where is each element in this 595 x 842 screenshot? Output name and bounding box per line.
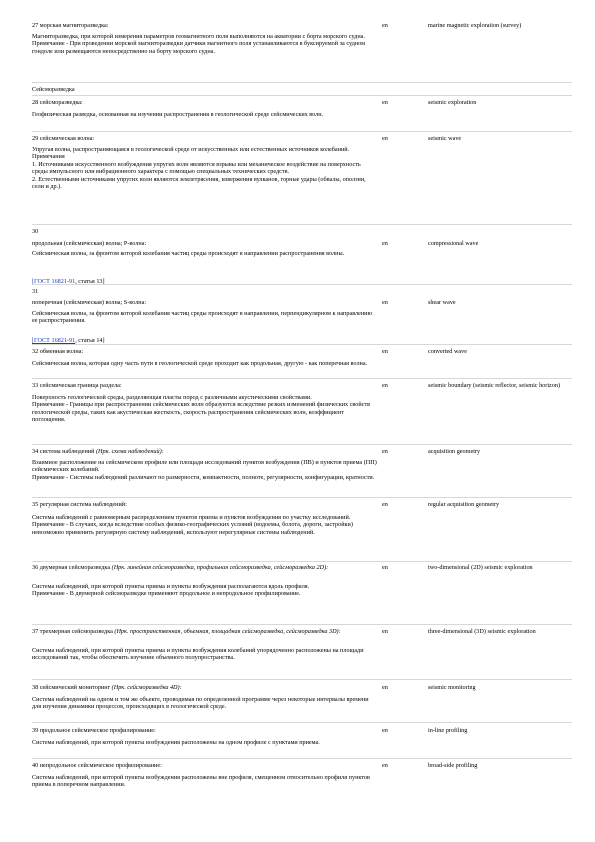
definition-note: Примечание - В случаях, когда вследствие особых физико-географических условий (водоемы, болота, дороги, застройки) невозможно применить регулярную систему наблюдений, используют нерегулярные системы наблюдений. (32, 521, 353, 536)
language-code: en (382, 299, 388, 306)
english-equivalent: acquisition geometry (428, 448, 481, 455)
language-code: en (382, 448, 388, 455)
term-heading: 35 регулярная система наблюдений: (32, 501, 127, 508)
row-divider (32, 284, 572, 285)
english-equivalent: three-dimensional (3D) seismic exploration (428, 628, 536, 635)
non-recommended-term: (Нрк. линейная сейсморазведка, профильная сейсморазведка, сейсморазведка 2D): (110, 564, 329, 571)
language-code: en (382, 382, 388, 389)
term-heading (32, 628, 372, 635)
row-divider (32, 82, 572, 83)
term-heading: 28 сейсморазведка: (32, 99, 83, 106)
row-divider (32, 497, 572, 498)
definition-text: Система наблюдений, при которой пункты приема и пункты возбуждения колебаний упорядоченно расположены на площади исследований так, чтобы обеспечить изучение объемного полупространства. (32, 647, 364, 662)
definition-note: Примечание - При проведении морской магниторазведки датчики магнитного поля устанавливаются в буксируемой за судном гондоле или размещаются непосредственно на борту морского судна. (32, 40, 366, 55)
row-divider (32, 378, 572, 379)
english-equivalent: broad-side profiling (428, 762, 478, 769)
english-equivalent: compressional wave (428, 240, 479, 247)
english-equivalent: seismic monitoring (428, 684, 476, 691)
term-number: 31 (32, 288, 39, 295)
definition-text: Система наблюдений, при которой пункты возбуждения расположены вне профиля, смещенном относительно профиля пунктов приема в поперечном направлении. (32, 774, 370, 789)
language-code: en (382, 240, 388, 247)
language-code: en (382, 501, 388, 508)
term-heading: поперечная (сейсмическая) волна; S-волна: (32, 299, 147, 306)
term-definition (32, 394, 377, 424)
row-divider (32, 444, 572, 445)
term-definition (32, 111, 377, 118)
term-definition (32, 33, 377, 55)
term-number: 30 (32, 228, 39, 235)
term-definition (32, 739, 377, 746)
definition-text: Геофизическая разведка, основанная на изучении распространения в геологической среде сейсмических волн. (32, 111, 324, 118)
language-code: en (382, 99, 388, 106)
definition-text: Сейсмическая волна, которая одну часть пути в геологической среде проходит как продольная, другую - как поперечная волна. (32, 360, 368, 367)
non-recommended-term: (Нрк. сейсморазведка 4D): (110, 684, 182, 691)
row-divider (32, 758, 572, 759)
definition-text: Система наблюдений с равномерным распределением пунктов приема и пунктов возбуждения по участку исследований. (32, 514, 351, 521)
row-divider (32, 722, 572, 723)
term-name: 38 сейсмический мониторинг (32, 684, 111, 691)
term-definition (32, 583, 377, 598)
term-heading (32, 564, 372, 571)
row-divider (32, 344, 572, 345)
language-code: en (382, 564, 388, 571)
english-equivalent: seismic exploration (428, 99, 477, 106)
row-divider (32, 561, 572, 562)
definition-text: Система наблюдений, при которой пункты приема и пункты возбуждения располагаются вдоль профиля. (32, 583, 310, 590)
term-definition (32, 146, 377, 190)
definition-note: Примечание - Системы наблюдений различают по размерности, компактности, полноте, регулярности, конфигурации, кратности. (32, 473, 375, 481)
definition-text: Сейсмическая волна, за фронтом которой колебания частиц среды происходят в направлении, перпендикулярном к направлению ее распространения. (32, 310, 373, 325)
definition-note-heading: Примечания (32, 153, 65, 161)
term-definition (32, 310, 377, 325)
term-heading: 40 непродольное сейсмическое профилирование: (32, 762, 162, 769)
term-name: 36 двумерная сейсморазведка (32, 564, 111, 571)
reference-article: , статья 13] (75, 278, 105, 285)
term-heading: 32 обменная волна: (32, 348, 84, 355)
definition-text: Система наблюдений, при которой пункты возбуждения расположены на одном профиле с пунктами приема. (32, 739, 320, 746)
definition-text: Поверхность геологической среды, разделяющая пласты пород с различными акустическими свойствами. (32, 394, 312, 401)
definition-text: Упругая волна, распространяющаяся в геологической среде от искусственных или естественных источников колебаний. (32, 146, 350, 153)
term-name: 37 трехмерная сейсморазведка (32, 628, 113, 635)
language-code: en (382, 762, 388, 769)
row-divider (32, 624, 572, 625)
language-code: en (382, 727, 388, 734)
definition-text: Взаимное расположение на сейсмическом профиле или площади исследований пунктов возбуждения (ПВ) и пунктов приема (ПП) сейсмических колебаний. (32, 459, 377, 474)
term-heading: 33 сейсмическая граница раздела: (32, 382, 122, 389)
language-code: en (382, 135, 388, 142)
reference-article: , статья 14] (75, 337, 105, 344)
term-definition (32, 514, 377, 536)
section-heading: Сейсморазведка (32, 86, 75, 93)
definition-note: Примечание - Границы при распространении сейсмических волн образуются вследствие резких изменений физических свойств геологической среды, таких как акустическая жесткость, скорость распространения сейсмических волн, коэффициент поглощения. (32, 401, 371, 424)
gost-reference-link[interactable]: [ГОСТ 16821-91 (32, 278, 76, 285)
language-code: en (382, 22, 388, 29)
term-heading (32, 448, 372, 455)
definition-note: 2. Естественными источниками упругих волн являются землетрясения, извержения вулканов, горные удары (обвалы, оползни, сели и др.). (32, 175, 366, 191)
term-definition (32, 459, 377, 481)
language-code: en (382, 684, 388, 691)
term-heading: 39 продольное сейсмическое профилирование: (32, 727, 156, 734)
term-heading: 27 морская магниторазведка: (32, 22, 109, 29)
definition-text: Магниторазведка, при которой измерения параметров геомагнитного поля выполняются на акватории с борта морского судна. (32, 33, 365, 40)
language-code: en (382, 628, 388, 635)
english-equivalent: shear wave (428, 299, 456, 306)
english-equivalent: marine magnetic exploration (survey) (428, 22, 522, 29)
term-definition (32, 647, 377, 662)
term-definition (32, 360, 377, 367)
english-equivalent: in-line profiling (428, 727, 468, 734)
definition-note: Примечание - В двумерной сейсморазведке применяют продольное и непродольное профилирование. (32, 590, 301, 598)
row-divider (32, 95, 572, 96)
row-divider (32, 131, 572, 132)
language-code: en (382, 348, 388, 355)
term-definition (32, 250, 377, 257)
definition-text: Система наблюдений на одном и том же объекте, проводимая по определенной программе через некоторые интервалы времени для изучения динамики процессов, происходящих в геологической среде. (32, 696, 369, 711)
non-recommended-term: (Нрк. схема наблюдений): (94, 448, 164, 455)
term-name: 34 система наблюдений (32, 448, 95, 455)
english-equivalent: converted wave (428, 348, 467, 355)
english-equivalent: seismic boundary (seismic reflector, seismic horizon) (428, 382, 561, 389)
term-definition (32, 774, 377, 789)
row-divider (32, 224, 572, 225)
term-definition (32, 696, 377, 711)
term-heading (32, 684, 372, 691)
term-heading: продольная (сейсмическая) волна; P-волна: (32, 240, 147, 247)
english-equivalent: two-dimensional (2D) seismic exploration (428, 564, 533, 571)
non-recommended-term: (Нрк. пространственная, объемная, площадная сейсморазведка, сейсморазведка 3D): (112, 628, 341, 635)
english-equivalent: seismic wave (428, 135, 462, 142)
gost-reference-link[interactable]: [ГОСТ 16821-91 (32, 337, 76, 344)
definition-text: Сейсмическая волна, за фронтом которой колебания частиц среды происходят в направлении распространения волны. (32, 250, 345, 257)
definition-note: 1. Источниками искусственного возбуждения упругих волн являются взрывы или механическое воздействие на поверхность среды импульсного или вибрационного характера с помощью специальных технических средств. (32, 160, 361, 176)
term-heading: 29 сейсмическая волна: (32, 135, 95, 142)
english-equivalent: regular acquisition geometry (428, 501, 500, 508)
row-divider (32, 679, 572, 680)
